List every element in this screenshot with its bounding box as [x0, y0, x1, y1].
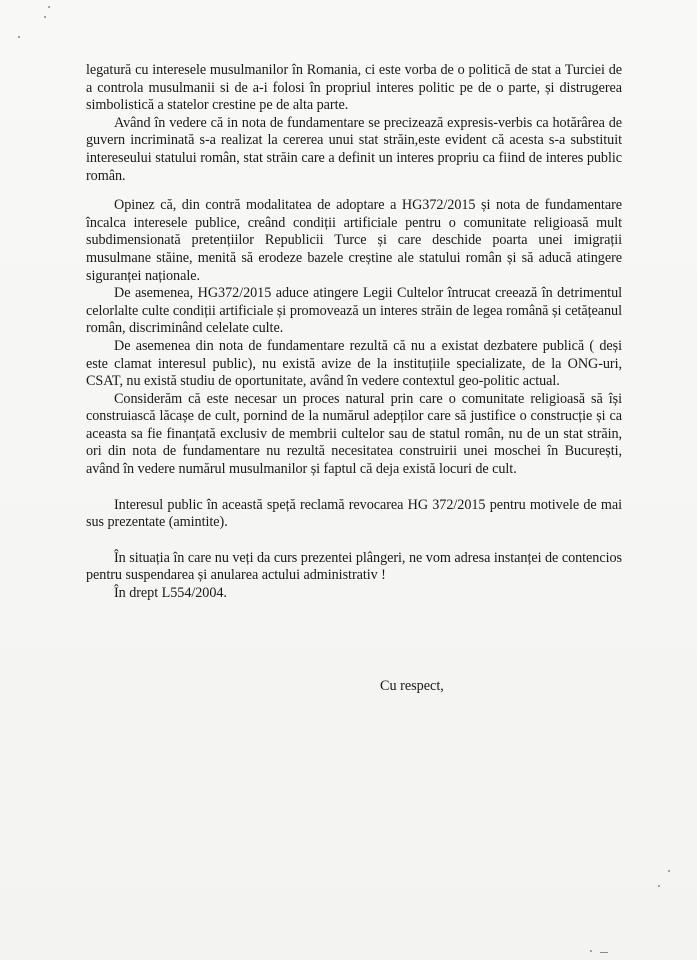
scan-speck: [48, 6, 50, 8]
scan-speck: [590, 950, 592, 952]
paragraph-5: De asemenea din nota de fundamentare rezultă că nu a existat dezbatere publică ( deși este clamat interesul public), nu există avize de la instituțiile specializate, de la ONG-uri, CSAT, nu există studiu de oportunitate, având în vedere contextul geo-politic actual.: [86, 337, 622, 390]
closing-salutation: Cu respect,: [380, 678, 444, 694]
paragraph-2: Având în vedere că in nota de fundamentare se precizează expresis-verbis ca hotărârea de guvern incriminată s-a realizat la cererea unui stat străin,este evident că acesta s-a substituit intereseului statului român, stat străin care a definit un interes propriu ca fiind de interes public român.: [86, 114, 622, 184]
scan-speck: [18, 36, 20, 38]
paragraph-8: În situația în care nu veți da curs prezentei plângeri, ne vom adresa instanței de contencios pentru suspendarea și anularea actului administrativ !: [86, 549, 622, 584]
paragraph-4: De asemenea, HG372/2015 aduce atingere Legii Cultelor întrucat creează în detrimentul celorlalte culte condiții artificiale și promovează un interes străin de legea română și cetățeanul român, discriminând celelate culte.: [86, 285, 622, 337]
scan-speck: [600, 952, 608, 953]
paragraph-6: Considerăm că este necesar un proces natural prin care o comunitate religioasă să își construiască lăcașe de cult, pornind de la numărul adepților care să justifice o construcție și ca aceasta sa fie finanțată exclusiv de membrii cultelor sau de statul român, nu de un stat străin, ori din nota de fundamentare nu rezultă necesitatea construirii unei moschei în București, având în vedere numărul musulmanilor și faptul că deja există locuri de cult.: [86, 390, 622, 478]
paragraph-9: În drept L554/2004.: [114, 585, 227, 602]
paragraph-7: Interesul public în această speță reclamă revocarea HG 372/2015 pentru motivele de mai sus prezentate (amintite).: [86, 496, 622, 531]
paragraph-1: legatură cu interesele musulmanilor în Romania, ci este vorba de o politică de stat a Turciei de a controla musulmanii si de a-i folosi în propriul interes politic pe de o parte, și distrugerea simbolistică a statelor crestine pe de alta parte.: [86, 62, 622, 114]
document-body: [86, 62, 622, 603]
scan-speck: [668, 870, 670, 872]
scan-speck: [658, 885, 660, 887]
paragraph-3: Opinez că, din contră modalitatea de adoptare a HG372/2015 și nota de fundamentare încalca interesele publice, creând condiții artificiale pentru o comunitate religioasă mult subdimensionată pretențiilor Republicii Turce și care deschide poarta unei imigrații musulmane stăine, menită să erodeze bazele creștine ale statului român și să aducă atingere siguranței naționale.: [86, 197, 622, 284]
scan-speck: [44, 16, 46, 18]
